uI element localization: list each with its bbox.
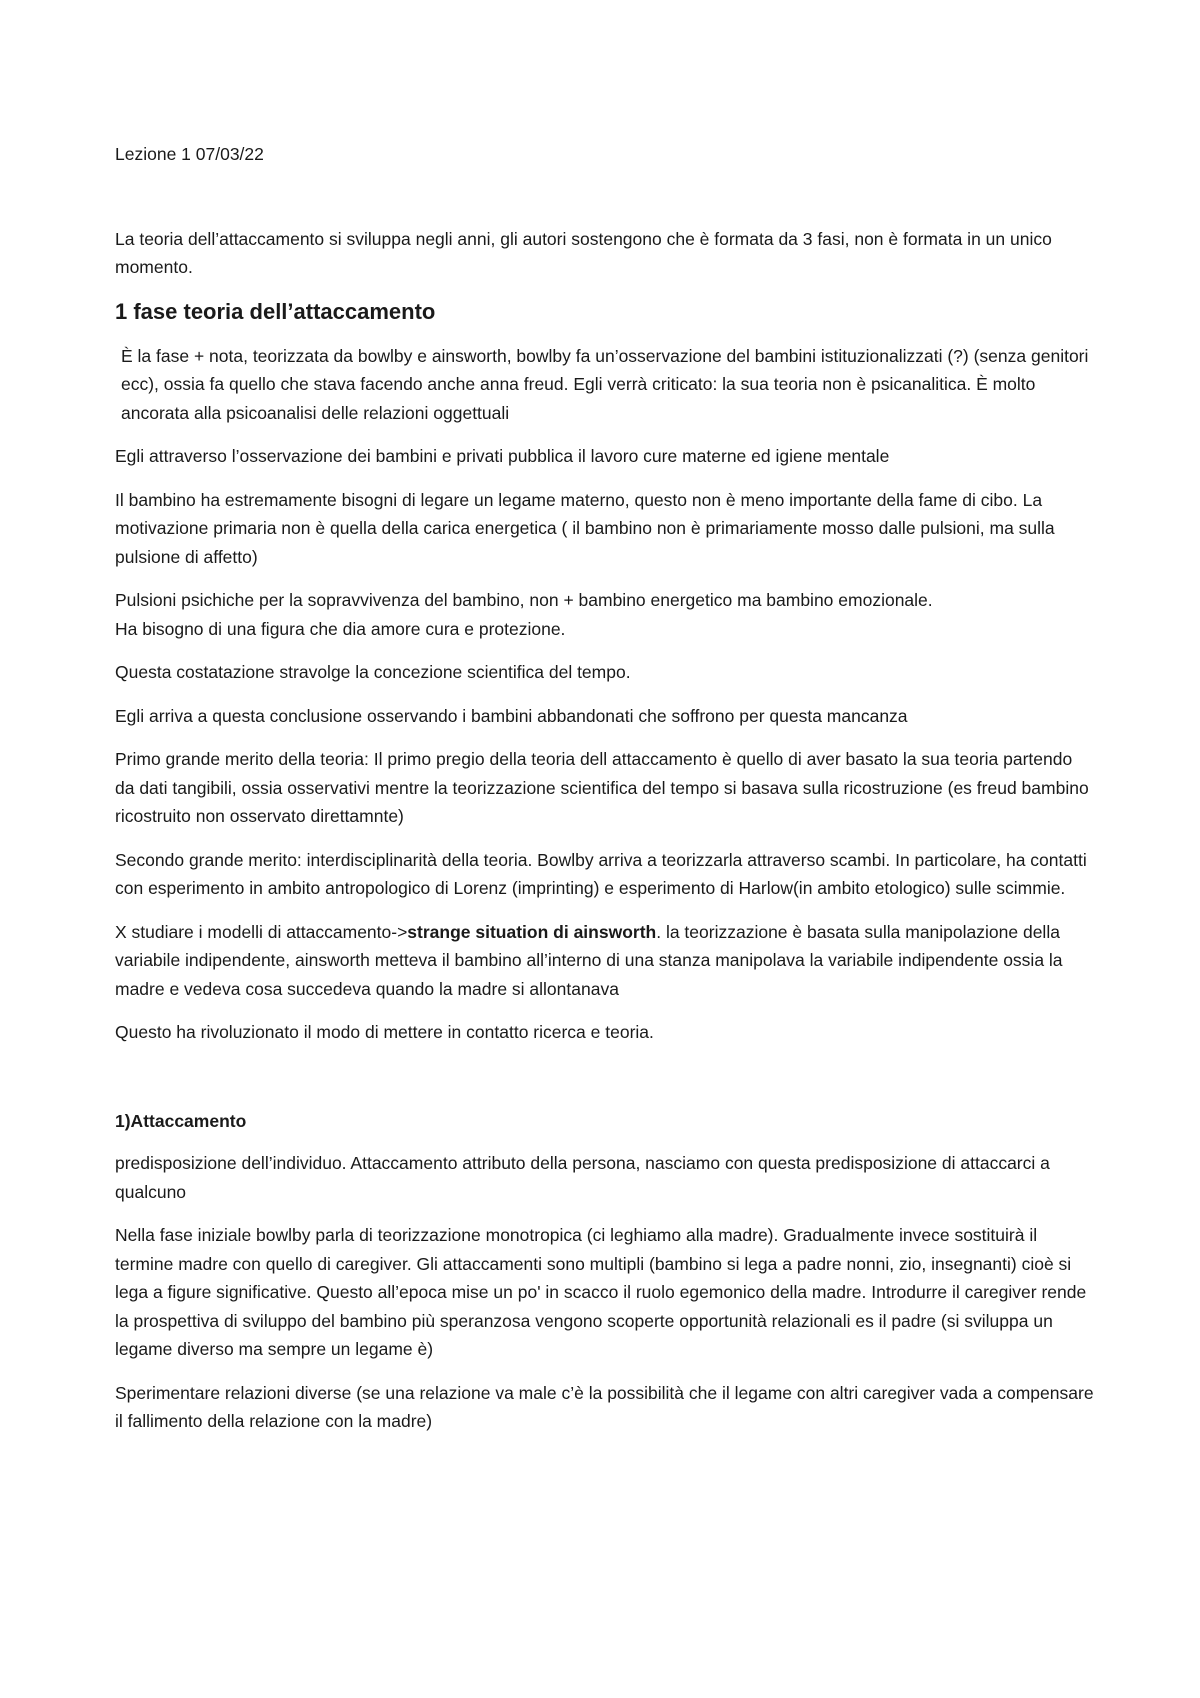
paragraph-4-line-a: Pulsioni psichiche per la sopravvivenza del bambino, non + bambino energetico ma bambino emozionale. xyxy=(115,590,933,610)
strange-situation-term: strange situation di ainsworth xyxy=(407,921,657,942)
section-title-2: 1)Attaccamento xyxy=(115,1110,247,1131)
paragraph-8: Secondo grande merito: interdisciplinarità della teoria. Bowlby arriva a teorizzarla attraverso scambi. In particolare, ha contatti con esperimento in ambito antropologico di Lorenz (imprinting) e esperimento di Harlow(in ambito etologico) sulle scimmie. xyxy=(115,849,1087,898)
intro-paragraph: La teoria dell’attaccamento si sviluppa negli anni, gli autori sostengono che è formata da 3 fasi, non è formata in un unico momento. xyxy=(115,228,1052,277)
paragraph-1: È la fase + nota, teorizzata da bowlby e ainsworth, bowlby fa un’osservazione del bambini istituzionalizzati (?) (senza genitori ecc), ossia fa quello che stava facendo anche anna freud. Egli verrà criticato: la sua teoria non è psicanalitica. È molto ancorata alla psicoanalisi delle relazioni oggettuali xyxy=(121,345,1089,423)
paragraph-4-line-b: Ha bisogno di una figura che dia amore cura e protezione. xyxy=(115,618,566,639)
paragraph-7: Primo grande merito della teoria: Il primo pregio della teoria dell attaccamento è quello di aver basato la sua teoria partendo da dati tangibili, ossia osservativi mentre la teorizzazione scientifica del tempo si basava sulla ricostruzione (es freud bambino ricostruito non osservato direttamnte) xyxy=(115,749,1089,826)
paragraph-11: predisposizione dell’individuo. Attaccamento attributo della persona, nasciamo con questa predisposizione di attaccarci a qualcuno xyxy=(115,1153,1050,1202)
lesson-header: Lezione 1 07/03/22 xyxy=(115,144,264,164)
paragraph-2: Egli attraverso l’osservazione dei bambini e privati pubblica il lavoro cure materne ed igiene mentale xyxy=(115,446,890,466)
paragraph-13: Sperimentare relazioni diverse (se una relazione va male c’è la possibilità che il legame con altri caregiver vada a compensare il fallimento della relazione con la madre) xyxy=(115,1382,1094,1431)
document-body xyxy=(115,140,1095,1451)
paragraph-6: Egli arriva a questa conclusione osservando i bambini abbandonati che soffrono per questa mancanza xyxy=(115,705,908,726)
paragraph-4 xyxy=(115,586,1095,643)
paragraph-9 xyxy=(115,918,1095,1004)
paragraph-10: Questo ha rivoluzionato il modo di mettere in contatto ricerca e teoria. xyxy=(115,1022,654,1042)
paragraph-12: Nella fase iniziale bowlby parla di teorizzazione monotropica (ci leghiamo alla madre). Gradualmente invece sostituirà il termine madre con quello di caregiver. Gli attaccamenti sono multipli (bambino si lega a padre nonni, zio, insegnanti) cioè si lega a figure significative. Questo all’epoca mise un po' in scacco il ruolo egemonico della madre. Introdurre il caregiver rende la prospettiva di sviluppo del bambino più speranzosa vengono scoperte opportunità relazionali es il padre (si sviluppa un legame diverso ma sempre un legame è) xyxy=(115,1225,1087,1359)
paragraph-3: Il bambino ha estremamente bisogni di legare un legame materno, questo non è meno importante della fame di cibo. La motivazione primaria non è quella della carica energetica ( il bambino non è primariamente mosso dalle pulsioni, ma sulla pulsione di affetto) xyxy=(115,489,1055,567)
section-title-1: 1 fase teoria dell’attaccamento xyxy=(115,298,436,324)
paragraph-9-pre: X studiare i modelli di attaccamento-> xyxy=(115,921,408,942)
paragraph-5: Questa costatazione stravolge la concezione scientifica del tempo. xyxy=(115,662,631,682)
paragraph-9-post: . la teorizzazione è basata sulla manipolazione della variabile indipendente, ainsworth metteva il bambino all’interno di una stanza manipolava la variabile indipendente ossia la madre e vedeva cosa succedeva quando la madre si allontanava xyxy=(115,921,1063,999)
